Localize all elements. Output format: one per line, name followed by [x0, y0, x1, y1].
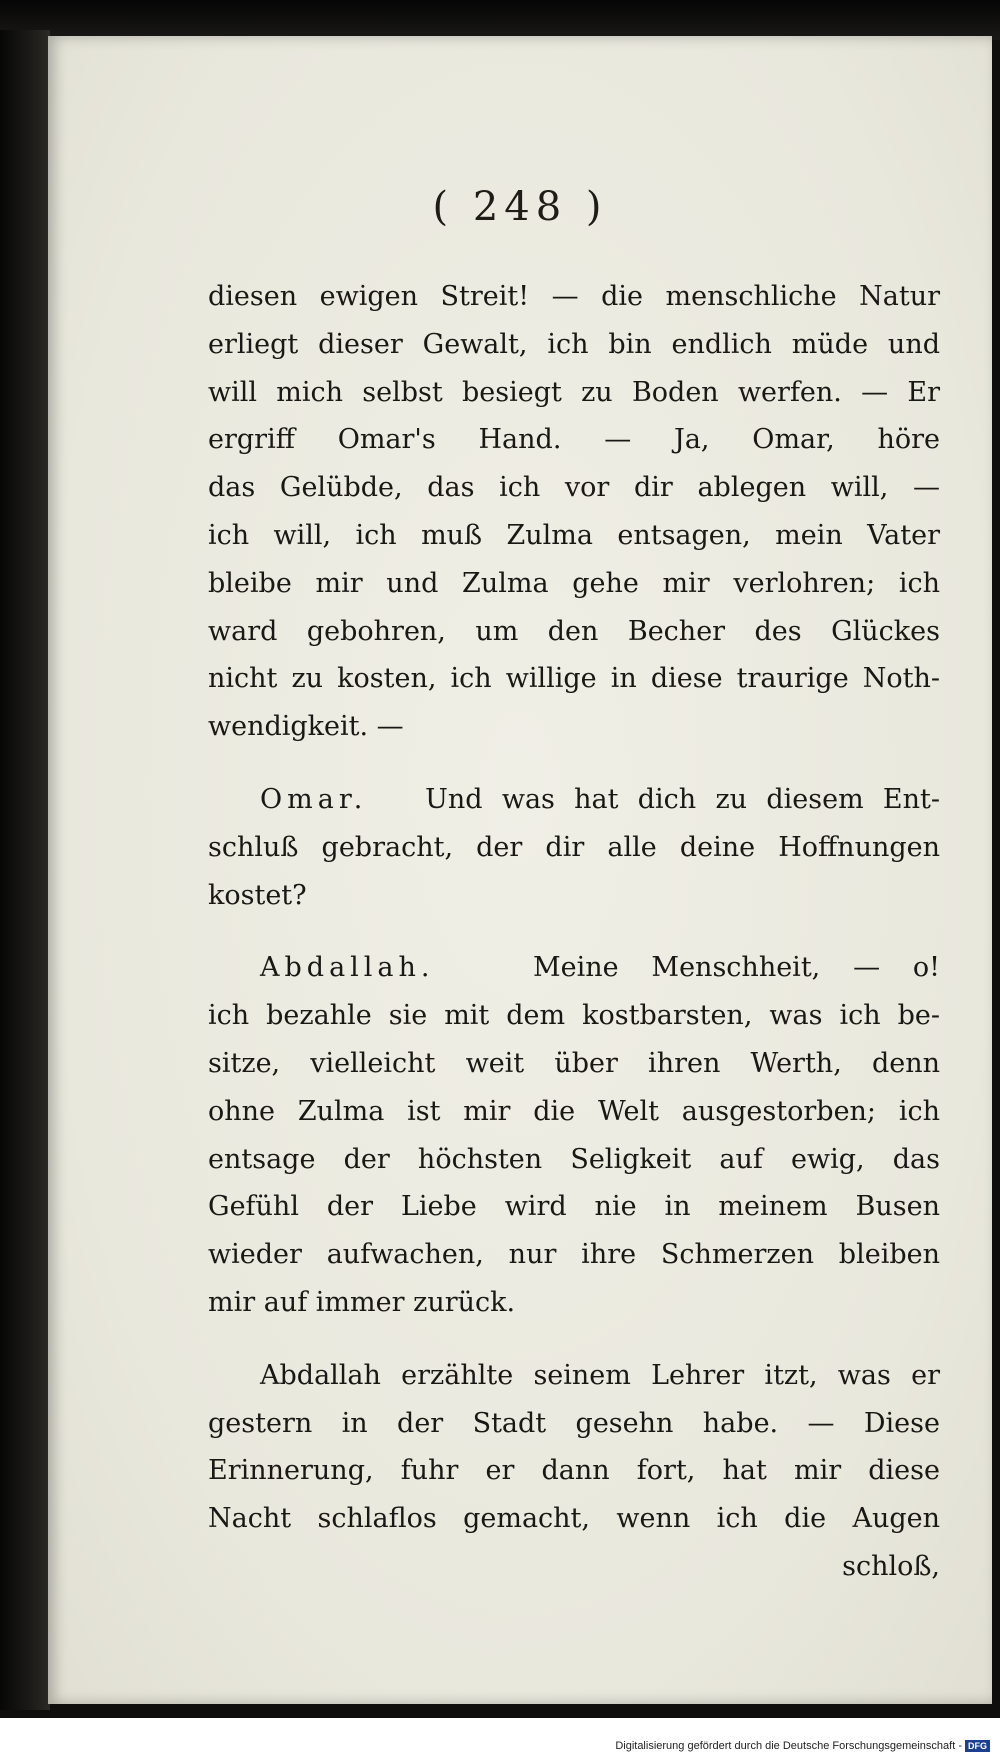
text-line: sitze, vielleicht weit über ihren Werth, denn [208, 1047, 940, 1079]
speech-text: Und was hat dich zu diesem Ent- [425, 783, 941, 815]
text-line: wieder aufwachen, nur ihre Schmerzen bleiben [208, 1239, 940, 1271]
footer-bar [0, 1718, 1000, 1755]
text-line: ward gebohren, um den Becher des Glückes [208, 615, 940, 647]
text-line: mir auf immer zurück. [208, 1286, 516, 1318]
text-line: entsage der höchsten Seligkeit auf ewig, das [208, 1143, 940, 1175]
text-line: will mich selbst besiegt zu Boden werfen. — Er [208, 376, 940, 408]
text-line [208, 944, 940, 992]
text-line [208, 776, 940, 824]
paragraph-1 [208, 273, 940, 751]
paragraph-narration [208, 1352, 940, 1591]
text-line: Erinnerung, fuhr er dann fort, hat mir diese [208, 1455, 940, 1487]
dfg-logo: DFG [965, 1740, 990, 1752]
text-line: erliegt dieser Gewalt, ich bin endlich müde und [208, 328, 940, 360]
catchword: schloß, [842, 1550, 940, 1582]
text-line: schluß gebracht, der dir alle deine Hoffnungen [208, 831, 940, 863]
text-line: diesen ewigen Streit! — die menschliche Natur [208, 281, 940, 312]
text-line: Gefühl der Liebe wird nie in meinem Busen [208, 1191, 940, 1223]
digitization-credit [615, 1740, 990, 1752]
book-page [48, 36, 992, 1704]
text-line: ohne Zulma ist mir die Welt ausgestorben; ich [208, 1095, 940, 1127]
text-line: das Gelübde, das ich vor dir ablegen will, — [208, 472, 940, 504]
speaker-name: Abdallah. [260, 952, 435, 984]
text-line: wendigkeit. — [208, 711, 404, 743]
credit-text: Digitalisierung gefördert durch die Deutsche Forschungsgemeinschaft - [615, 1740, 962, 1752]
text-line: Nacht schlaflos gemacht, wenn ich die Augen [208, 1503, 940, 1535]
paragraph-omar [208, 776, 940, 919]
paragraph-abdallah [208, 944, 940, 1326]
page-text [208, 273, 940, 1591]
scan-background-top [0, 0, 1000, 40]
page-number: ( 248 ) [432, 184, 608, 230]
text-line: bleibe mir und Zulma gehe mir verlohren; ich [208, 567, 940, 599]
speech-text: Meine Menschheit, — o! [532, 952, 940, 984]
text-line: ich bezahle sie mit dem kostbarsten, was ich be- [208, 1000, 940, 1032]
text-line: kostet? [208, 879, 307, 911]
text-line: ergriff Omar's Hand. — Ja, Omar, höre [208, 424, 940, 456]
text-line: Abdallah erzählte seinem Lehrer itzt, was er [260, 1359, 940, 1391]
book-spine-edge [0, 30, 50, 1710]
text-line: gestern in der Stadt gesehn habe. — Diese [208, 1407, 940, 1439]
speaker-name: Omar. [260, 783, 368, 815]
text-line: ich will, ich muß Zulma entsagen, mein Vater [208, 519, 940, 551]
text-line: nicht zu kosten, ich willige in diese traurige Noth- [208, 663, 940, 695]
